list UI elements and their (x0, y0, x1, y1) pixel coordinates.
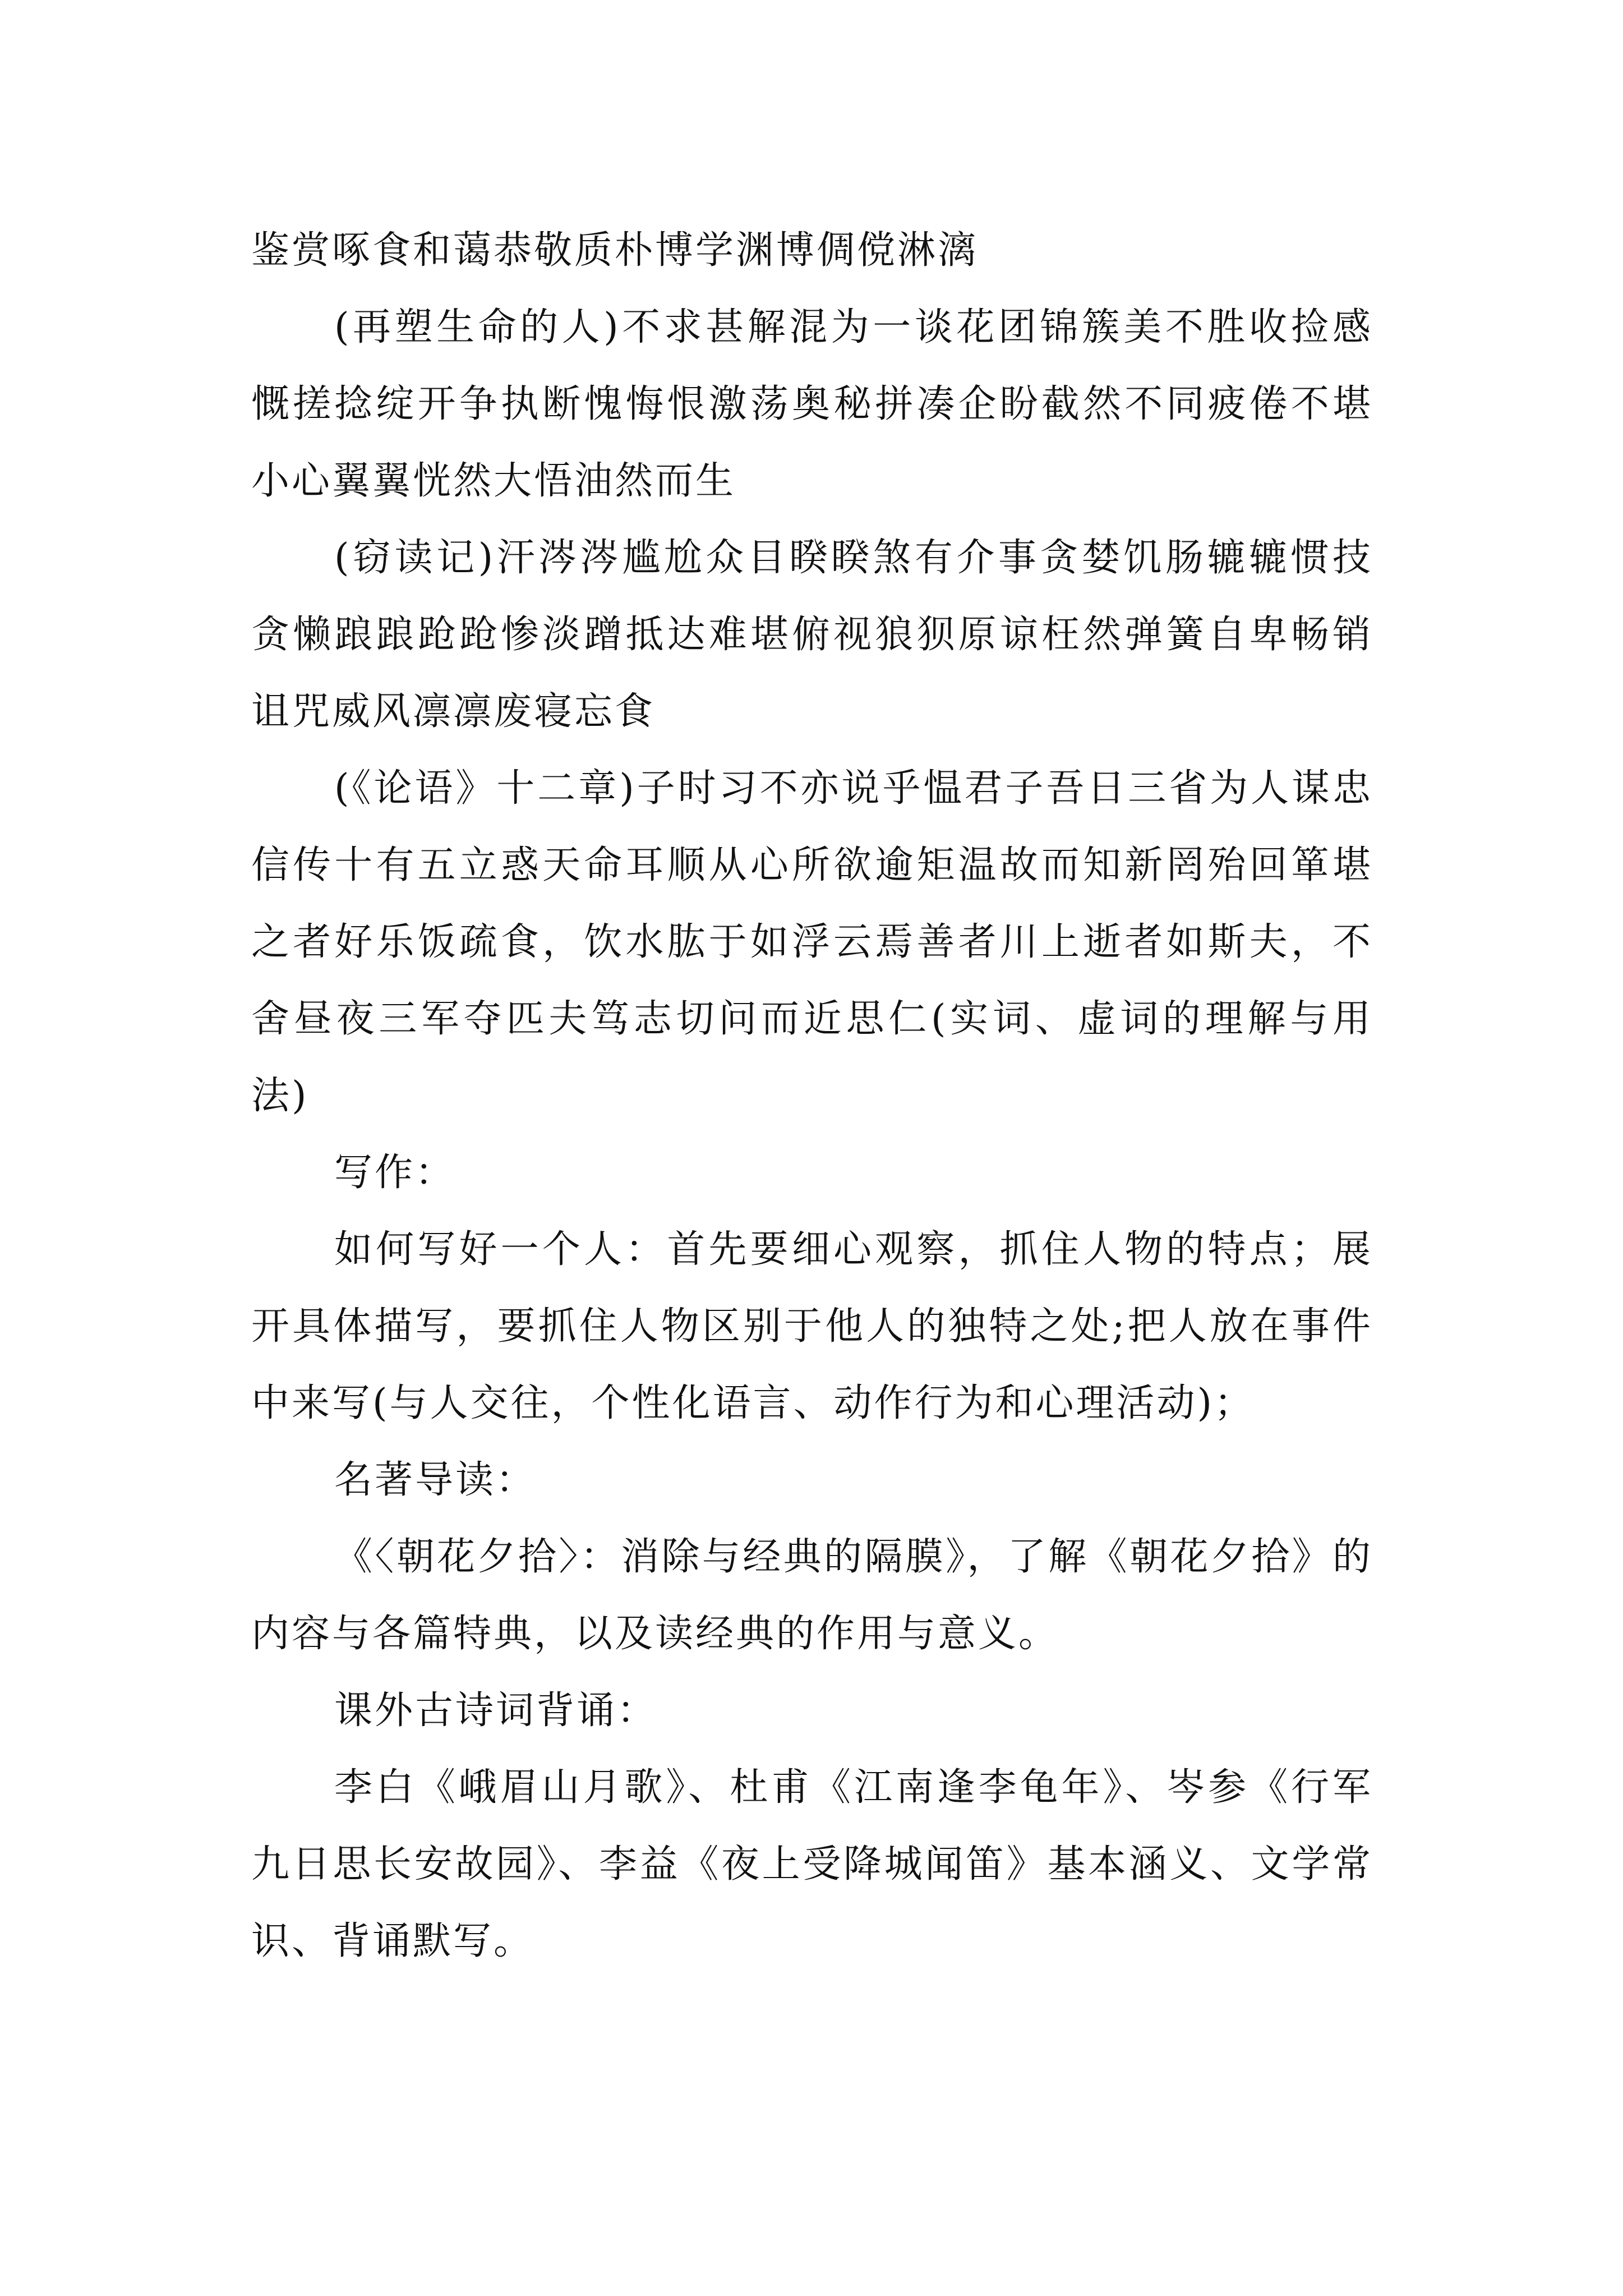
paragraph-lunyu: (《论语》十二章)子时习不亦说乎愠君子吾日三省为人谋忠信传十有五立惑天命耳顺从心所欲逾矩温故而知新罔殆回箪堪之者好乐饭疏食，饮水肱于如浮云焉善者川上逝者如斯夫，不舍昼夜三军夺匹夫笃志切问而近思仁(实词、虚词的理解与用法) (251, 766, 1373, 1118)
paragraph-poetry: 李白《峨眉山月歌》、杜甫《江南逢李龟年》、岑参《行军九日思长安故园》、李益《夜上受降城闻笛》基本涵义、文学常识、背诵默写。 (251, 1765, 1373, 1963)
paragraph-vocab-intro: 鉴赏啄食和蔼恭敬质朴博学渊博倜傥淋漓 (251, 228, 979, 273)
heading-poetry: 课外古诗词背诵： (334, 1688, 658, 1733)
document-body (251, 212, 1373, 1980)
heading-reading-guide: 名著导读： (334, 1458, 537, 1502)
paragraph-writing: 如何写好一个人：首先要细心观察，抓住人物的特点；展开具体描写，要抓住人物区别于他人的独特之处;把人放在事件中来写(与人交往，个性化语言、动作行为和心理活动)； (251, 1227, 1373, 1425)
heading-writing: 写作： (334, 1151, 456, 1195)
paragraph-qiedu-ji: (窃读记)汗涔涔尴尬众目睽睽煞有介事贪婪饥肠辘辘惯技贪懒踉踉跄跄惨淡蹭抵达难堪俯视狼狈原谅枉然弹簧自卑畅销诅咒威风凛凛废寝忘食 (251, 536, 1373, 734)
paragraph-zaisu-shengming: (再塑生命的人)不求甚解混为一谈花团锦簇美不胜收捡感慨搓捻绽开争执断愧悔恨激荡奥秘拼凑企盼截然不同疲倦不堪小心翼翼恍然大悟油然而生 (251, 305, 1373, 503)
paragraph-reading-guide: 《〈朝花夕拾〉：消除与经典的隔膜》，了解《朝花夕拾》的内容与各篇特典，以及读经典的作用与意义。 (251, 1535, 1373, 1656)
